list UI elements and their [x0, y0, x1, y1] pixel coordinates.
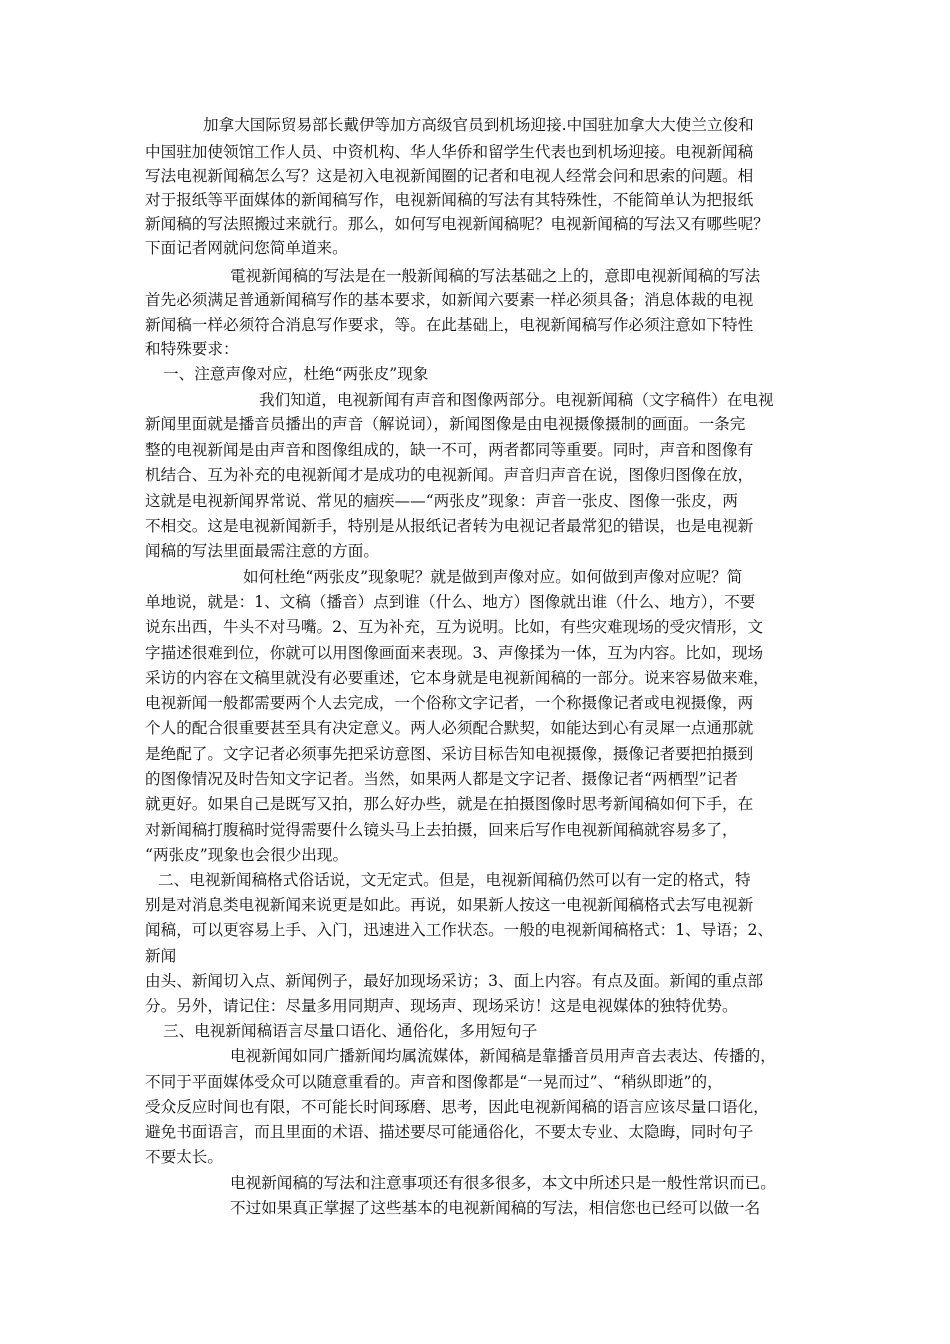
- text-line: 字描述很难到位，你就可以用图像画面来表现。3、声像揉为一体，互为内容。比如，现场: [145, 644, 764, 662]
- text-line: 避免书面语言，而且里面的术语、描述要尽可能通俗化，不要太专业、太隐晦，同时句子: [145, 1123, 754, 1141]
- text-line: 不同于平面媒体受众可以随意重看的。声音和图像都是“一晃而过”、“稍纵即逝”的，: [145, 1073, 723, 1091]
- text-line: 中国驻加使领馆工作人员、中资机构、华人华侨和留学生代表也到机场迎接。电视新闻稿: [145, 143, 754, 161]
- text-line: 这就是电视新闻界常说、常见的痼疾——“两张皮”现象：声音一张皮、图像一张皮，两: [145, 492, 738, 510]
- text-line: 电视新闻如同广播新闻均属流媒体，新闻稿是靠播音员用声音去表达、传播的，: [230, 1047, 776, 1065]
- text-line: 新闻里面就是播音员播出的声音（解说词），新闻图像是由电视摄像摄制的画面。一条完: [145, 415, 746, 433]
- section-heading: 二、电视新闻稿格式俗话说，文无定式。但是，电视新闻稿仍然可以有一定的格式，特: [158, 871, 751, 889]
- text-line: 电视新闻稿的写法和注意事项还有很多很多，本文中所述只是一般性常识而已。: [230, 1174, 776, 1192]
- text-line: 電视新闻稿的写法是在一般新闻稿的写法基础之上的，意即电视新闻稿的写法: [230, 267, 761, 285]
- text-line: 整的电视新闻是由声音和图像组成的，缺一不可，两者都同等重要。同时，声音和图像有: [145, 441, 754, 459]
- text-line: 说东出西，牛头不对马嘴。2、互为补充，互为说明。比如，有些灾难现场的受灾情形，文: [145, 618, 764, 636]
- text-line: 机结合、互为补充的电视新闻才是成功的电视新闻。声音归声音在说，图像归图像在放，: [145, 466, 754, 484]
- text-line: 首先必须满足普通新闻稿写作的基本要求，如新闻六要素一样必须具备；消息体裁的电视: [145, 291, 754, 309]
- text-line: 分。另外，请记住：尽量多用同期声、现场声、现场采访！这是电视媒体的独特优势。: [145, 997, 738, 1015]
- text-line: 新闻稿的写法照搬过来就行。那么，如何写电视新闻稿呢？电视新闻稿的写法又有哪些呢？: [145, 215, 769, 233]
- text-line: 如何杜绝“两张皮”现象呢？就是做到声像对应。如何做到声像对应呢？简: [243, 568, 743, 586]
- text-line: 闻稿，可以更容易上手、入门，迅速进入工作状态。一般的电视新闻稿格式：1、导语；2、: [145, 921, 773, 939]
- text-line: 由头、新闻切入点、新闻例子，最好加现场采访；3、面上内容。有点及面。新闻的重点部: [145, 972, 764, 990]
- text-line: 就更好。如果自己是既写又拍，那么好办些，就是在拍摄图像时思考新闻稿如何下手，在: [145, 795, 754, 813]
- text-line: 新闻: [145, 947, 177, 965]
- text-line: 采访的内容在文稿里就没有必要重述，它本身就是电视新闻稿的一部分。说来容易做来难，: [145, 669, 769, 687]
- text-line: 对于报纸等平面媒体的新闻稿写作，电视新闻稿的写法有其特殊性，不能简单认为把报纸: [145, 191, 754, 209]
- text-line: 加拿大国际贸易部长戴伊等加方高级官员到机场迎接.中国驻加拿大大使兰立俊和: [203, 116, 754, 134]
- text-line: 和特殊要求：: [145, 340, 239, 358]
- section-heading: 一、注意声像对应，杜绝“两张皮”现象: [163, 365, 429, 383]
- text-line: 我们知道，电视新闻有声音和图像两部分。电视新闻稿（文字稿件）在电视: [259, 391, 774, 409]
- text-line: 个人的配合很重要甚至具有决定意义。两人必须配合默契，如能达到心有灵犀一点通那就: [145, 719, 754, 737]
- text-line: “两张皮”现象也会很少出现。: [145, 846, 349, 864]
- text-line: 受众反应时间也有限，不可能长时间琢磨、思考，因此电视新闻稿的语言应该尽量口语化，: [145, 1098, 769, 1116]
- text-line: 是绝配了。文字记者必须事先把采访意图、采访目标告知电视摄像，摄像记者要把拍摄到: [145, 745, 754, 763]
- text-line: 新闻稿一样必须符合消息写作要求，等。在此基础上，电视新闻稿写作必须注意如下特性: [145, 316, 754, 334]
- text-line: 对新闻稿打腹稿时觉得需要什么镜头马上去拍摄，回来后写作电视新闻稿就容易多了，: [145, 821, 738, 839]
- text-line: 不相交。这是电视新闻新手，特别是从报纸记者转为电视记者最常犯的错误，也是电视新: [145, 517, 754, 535]
- text-line: 下面记者网就问您简单道来。: [145, 239, 348, 257]
- text-line: 的图像情况及时告知文字记者。当然，如果两人都是文字记者、摄像记者“两栖型”记者: [145, 770, 738, 788]
- text-line: 电视新闻一般都需要两个人去完成，一个俗称文字记者，一个称摄像记者或电视摄像，两: [145, 694, 754, 712]
- text-line: 不过如果真正掌握了这些基本的电视新闻稿的写法，相信您也已经可以做一名: [230, 1199, 761, 1217]
- text-line: 单地说，就是：1、文稿（播音）点到谁（什么、地方）图像就出谁（什么、地方），不要: [145, 593, 756, 611]
- text-line: 闻稿的写法里面最需注意的方面。: [145, 542, 379, 560]
- section-heading: 三、电视新闻稿语言尽量口语化、通俗化，多用短句子: [163, 1022, 538, 1040]
- text-line: 别是对消息类电视新闻来说更是如此。再说，如果新人按这一电视新闻稿格式去写电视新: [145, 896, 754, 914]
- text-line: 写法电视新闻稿怎么写？这是初入电视新闻圈的记者和电视人经常会问和思索的问题。相: [145, 167, 754, 185]
- text-line: 不要太长。: [145, 1148, 223, 1166]
